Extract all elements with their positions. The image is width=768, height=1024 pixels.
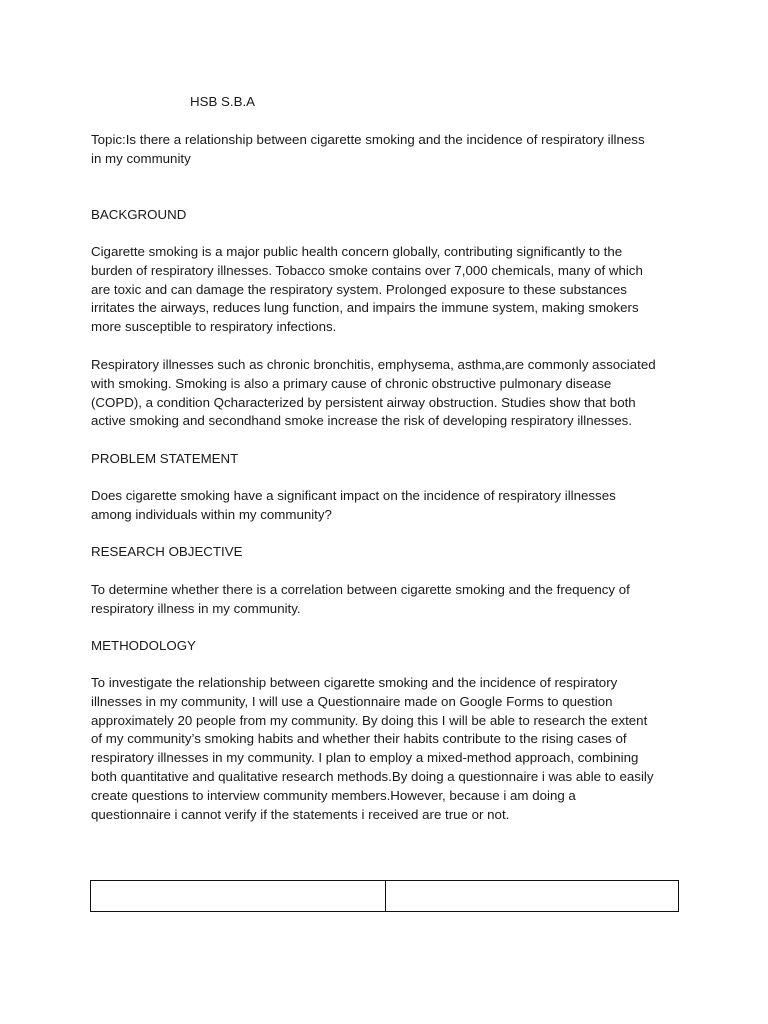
paragraph-line: Does cigarette smoking have a significant impact on the incidence of respiratory illnesses: [91, 488, 616, 503]
research-objective-heading: RESEARCH OBJECTIVE: [91, 544, 243, 559]
table-cell: [91, 881, 386, 912]
table-cell: [386, 881, 679, 912]
paragraph-line: (COPD), a condition Qcharacterized by persistent airway obstruction. Studies show that both: [91, 394, 636, 410]
problem-statement-heading: PROBLEM STATEMENT: [91, 451, 239, 466]
table-row: [91, 881, 679, 912]
document-title: HSB S.B.A: [190, 94, 256, 109]
paragraph-line: To investigate the relationship between cigarette smoking and the incidence of respiratory: [91, 675, 618, 690]
methodology-paragraph: [91, 674, 691, 824]
topic-line: Topic:Is there a relationship between cigarette smoking and the incidence of respiratory illness: [91, 132, 645, 147]
background-paragraph-2: [91, 356, 691, 431]
problem-statement-paragraph: [91, 487, 691, 525]
paragraph-line: create questions to interview community members.However, because i am doing a: [91, 787, 576, 803]
paragraph-line: with smoking. Smoking is also a primary cause of chronic obstructive pulmonary disease: [91, 375, 612, 391]
paragraph-line: are toxic and can damage the respiratory system. Prolonged exposure to these substances: [91, 281, 627, 297]
methodology-heading: METHODOLOGY: [91, 638, 196, 653]
paragraph-line: respiratory illnesses in my community. I plan to employ a mixed-method approach, combining: [91, 750, 639, 766]
paragraph-line: of my community’s smoking habits and whether their habits contribute to the rising cases of: [91, 731, 627, 747]
topic-line: in my community: [91, 150, 191, 166]
topic-paragraph: [91, 131, 691, 169]
paragraph-line: To determine whether there is a correlation between cigarette smoking and the frequency of: [91, 582, 630, 597]
paragraph-line: active smoking and secondhand smoke increase the risk of developing respiratory illnesses.: [91, 413, 633, 429]
paragraph-line: questionnaire i cannot verify if the statements i received are true or not.: [91, 806, 510, 822]
paragraph-line: Cigarette smoking is a major public health concern globally, contributing significantly to the: [91, 244, 623, 259]
paragraph-line: more susceptible to respiratory infections.: [91, 319, 337, 335]
paragraph-line: both quantitative and qualitative research methods.By doing a questionnaire i was able to easily: [91, 768, 654, 784]
paragraph-line: Respiratory illnesses such as chronic bronchitis, emphysema, asthma,are commonly associated: [91, 357, 656, 372]
research-objective-paragraph: [91, 581, 691, 619]
paragraph-line: among individuals within my community?: [91, 506, 332, 522]
paragraph-line: respiratory illness in my community.: [91, 600, 301, 616]
paragraph-line: burden of respiratory illnesses. Tobacco smoke contains over 7,000 chemicals, many of which: [91, 262, 643, 278]
paragraph-line: illnesses in my community, I will use a Questionnaire made on Google Forms to question: [91, 693, 613, 709]
background-paragraph-1: [91, 243, 691, 337]
paragraph-line: approximately 20 people from my community. By doing this I will be able to research the extent: [91, 712, 648, 728]
empty-table: [90, 880, 679, 912]
background-heading: BACKGROUND: [91, 207, 187, 222]
paragraph-line: irritates the airways, reduces lung function, and impairs the immune system, making smokers: [91, 300, 639, 316]
